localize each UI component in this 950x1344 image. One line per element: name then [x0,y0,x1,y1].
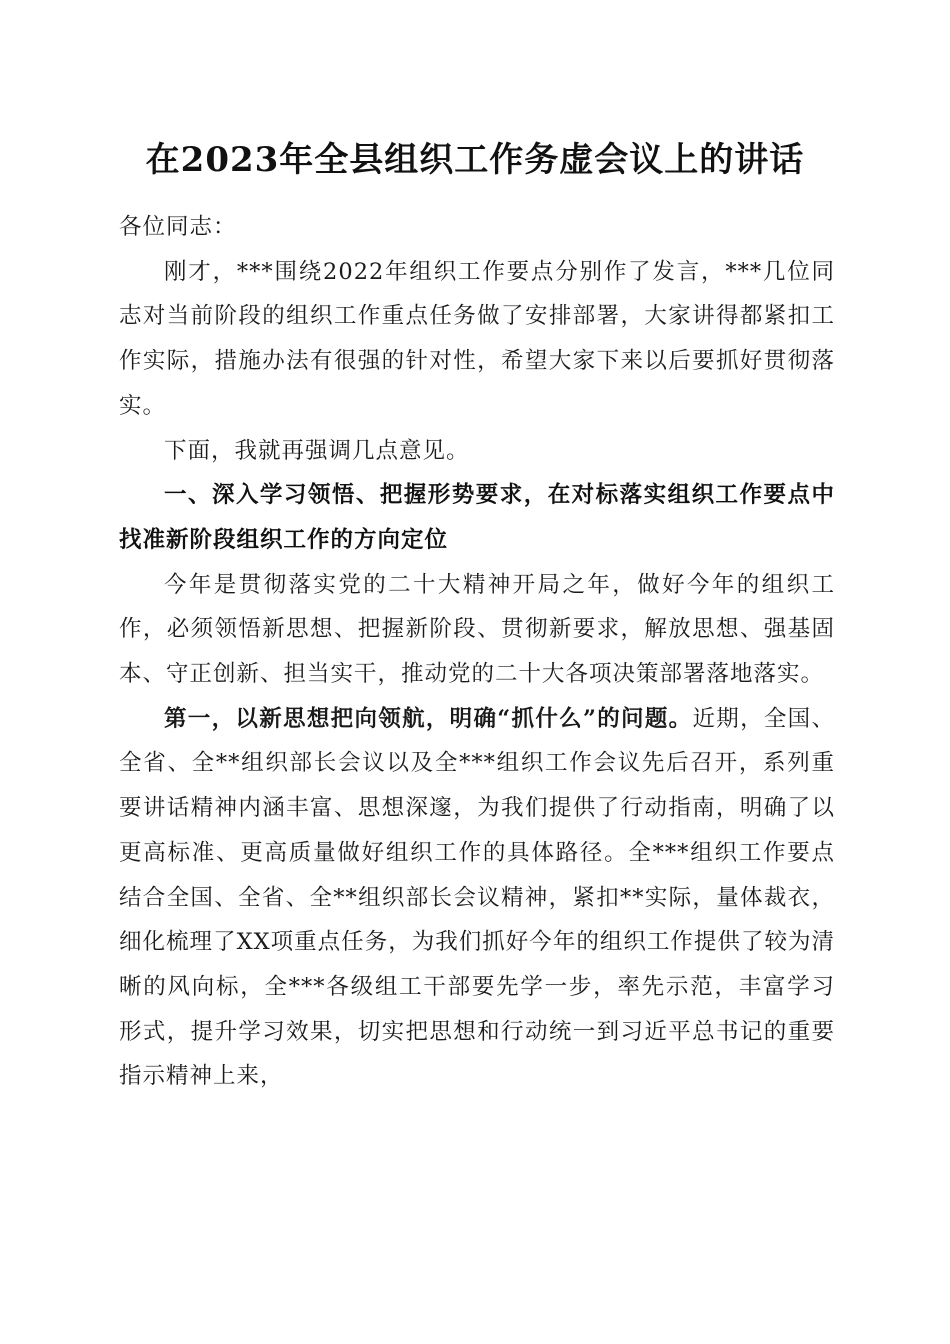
point-one-paragraph [119,697,835,1099]
section-heading-one: 一、深入学习领悟、把握形势要求，在对标落实组织工作要点中找准新阶段组织工作的方向定位 [119,482,835,553]
salutation: 各位同志： [119,214,237,240]
point-one-body: 近期，全国、全省、全**组织部长会议以及全***组织工作会议先后召开，系列重要讲话精神内涵丰富、思想深邃，为我们提供了行动指南，明确了以更高标准、更高质量做好组织工作的具体路径。全***组织工作要点结合全国、全省、全**组织部长会议精神，紧扣**实际，量体裁衣，细化梳理了XX项重点任务，为我们抓好今年的组织工作提供了较为清晰的风向标，全***各级组工干部要先学一步，率先示范，丰富学习形式，提升学习效果，切实把思想和行动统一到习近平总书记的重要指示精神上来， [119,705,835,1090]
paragraph-opening: 刚才，***围绕2022年组织工作要点分别作了发言，***几位同志对当前阶段的组织工作重点任务做了安排部署，大家讲得都紧扣工作实际，措施办法有很强的针对性，希望大家下来以后要抓好贯彻落实。 [119,258,835,419]
point-one-lead: 第一，以新思想把向领航，明确“抓什么”的问题。 [164,705,693,732]
section-one-intro: 今年是贯彻落实党的二十大精神开局之年，做好今年的组织工作，必须领悟新思想、把握新阶段、贯彻新要求，解放思想、强基固本、守正创新、担当实干，推动党的二十大各项决策部署落地落实。 [119,571,835,688]
document-title: 在2023年全县组织工作务虚会议上的讲话 [145,140,805,180]
paragraph-transition: 下面，我就再强调几点意见。 [164,437,470,464]
document-body [119,205,835,1099]
